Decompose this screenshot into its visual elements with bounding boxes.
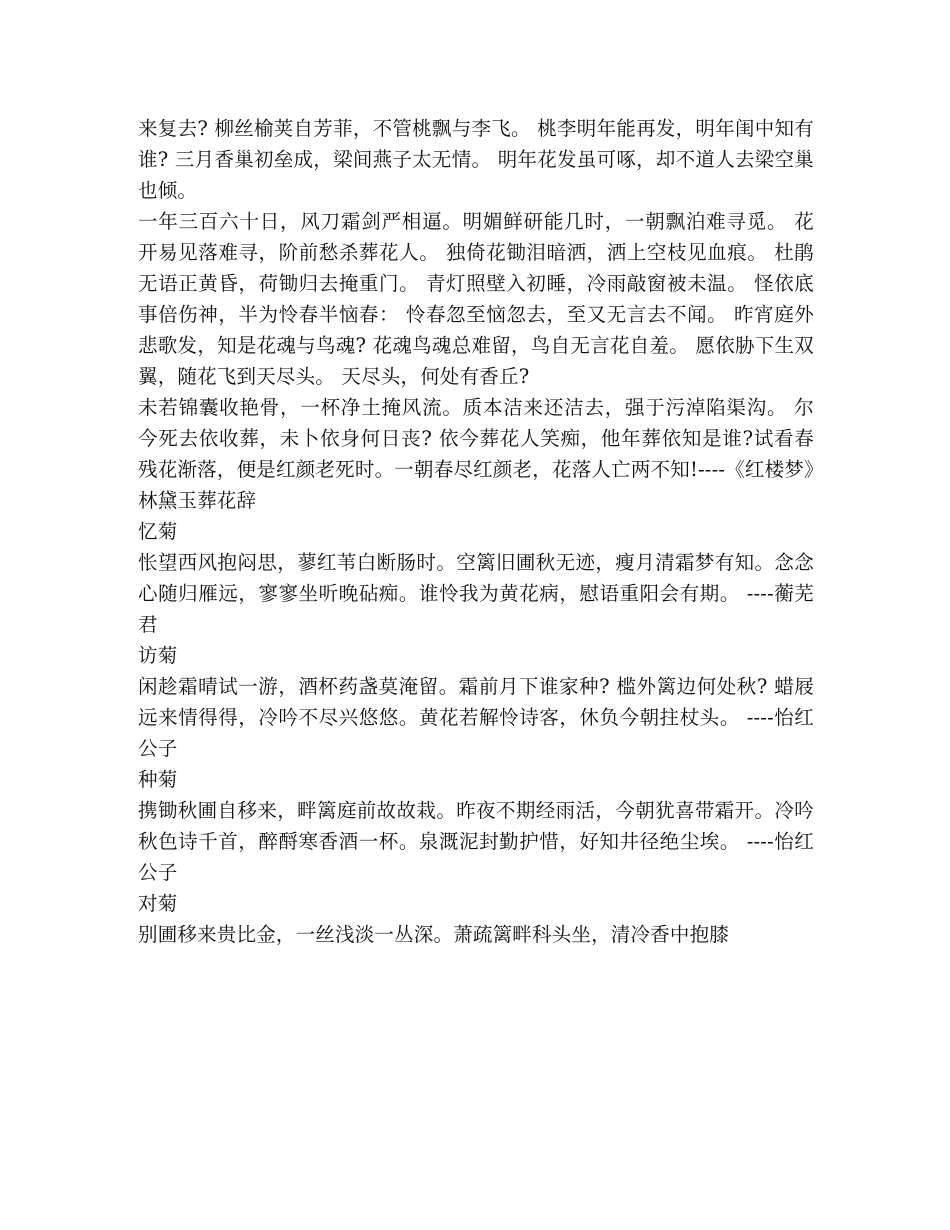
- section-heading-fang-ju: 访菊: [138, 644, 178, 667]
- section-heading-zhong-ju: 种菊: [138, 768, 178, 791]
- poem-fang-ju: 闲趁霜晴试一游，酒杯药盏莫淹留。霜前月下谁家种? 槛外篱边何处秋? 蜡屐远来情得得，冷吟不尽兴悠悠。黄花若解怜诗客，休负今朝拄杖头。 ----怡红公子: [138, 675, 814, 760]
- section-heading-yi-ju: 忆菊: [138, 520, 178, 543]
- poem-yi-ju: 怅望西风抱闷思，蓼红苇白断肠时。空篱旧圃秋无迹，瘦月清霜梦有知。念念心随归雁远，寥寥坐听晚砧痴。谁怜我为黄花病，慰语重阳会有期。 ----蘅芜君: [138, 551, 814, 636]
- section-heading-dui-ju: 对菊: [138, 892, 178, 915]
- poem-paragraph-1: 来复去? 柳丝榆荚自芳菲，不管桃飘与李飞。 桃李明年能再发，明年闺中知有谁? 三月香巢初垒成，梁间燕子太无情。 明年花发虽可啄，却不道人去梁空巢也倾。: [138, 117, 814, 202]
- poem-paragraph-3: 未若锦囊收艳骨，一杯净土掩风流。质本洁来还洁去，强于污淖陷渠沟。 尔今死去依收葬，未卜依身何日丧? 依今葬花人笑痴，他年葬依知是谁?试看春残花渐落，便是红颜老死时。一朝春尽红颜老，花落人亡两不知!----《红楼梦》林黛玉葬花辞: [138, 396, 814, 512]
- poem-zhong-ju: 携锄秋圃自移来，畔篱庭前故故栽。昨夜不期经雨活，今朝犹喜带霜开。冷吟秋色诗千首，醉酹寒香酒一杯。泉溉泥封勤护惜，好知井径绝尘埃。 ----怡红公子: [138, 799, 814, 884]
- poem-dui-ju: 别圃移来贵比金，一丝浅淡一丛深。萧疏篱畔科头坐，清冷香中抱膝: [138, 923, 730, 946]
- poem-paragraph-2: 一年三百六十日，风刀霜剑严相逼。明媚鲜研能几时，一朝飘泊难寻觅。 花开易见落难寻，阶前愁杀葬花人。 独倚花锄泪暗洒，洒上空枝见血痕。 杜鹃无语正黄昏，荷锄归去掩重门。 青灯照壁入初睡，冷雨敲窗被未温。 怪依底事倍伤神，半为怜春半恼春： 怜春忽至恼忽去，至又无言去不闻。 昨宵庭外悲歌发，知是花魂与鸟魂? 花魂鸟魂总难留，鸟自无言花自羞。 愿依胁下生双翼，随花飞到天尽头。 天尽头，何处有香丘?: [138, 210, 814, 388]
- document-page: [138, 113, 814, 950]
